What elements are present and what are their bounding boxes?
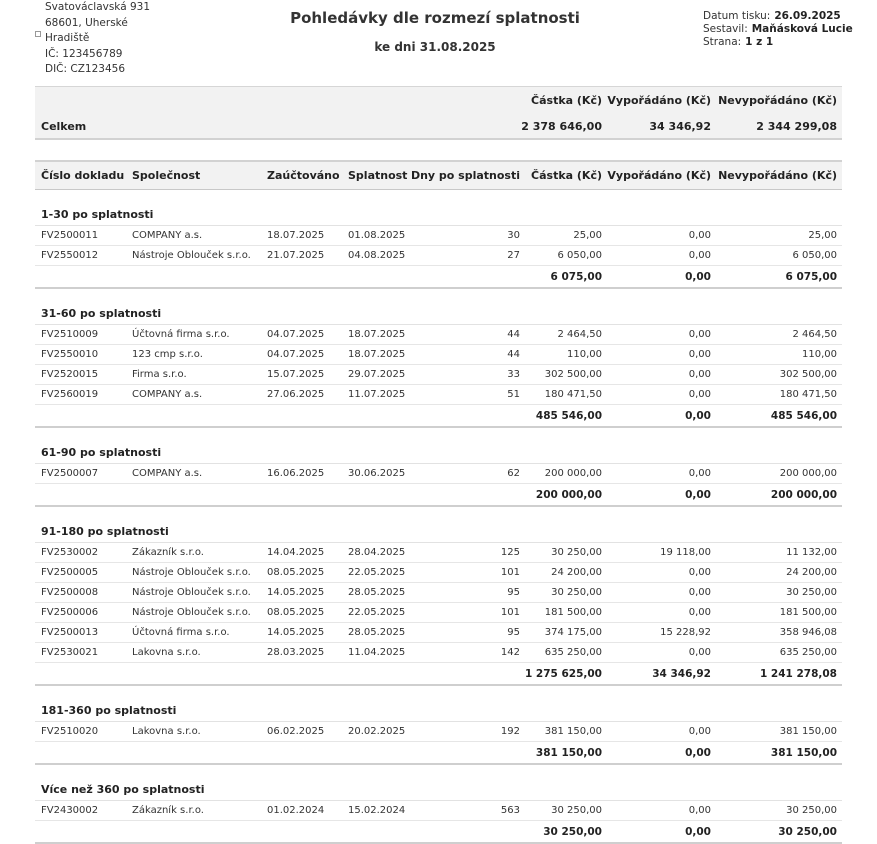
group-header: [35, 778, 842, 801]
cell-settled: 0,00: [688, 389, 711, 400]
group-header: [35, 203, 842, 226]
col-days-overdue: Dny po splatnosti: [410, 169, 520, 182]
cell-days-overdue: 101: [500, 607, 520, 618]
cell-settled: 0,00: [688, 468, 711, 479]
table-header: [35, 160, 842, 190]
company-city: 68601, Uherské: [45, 16, 128, 29]
table-row: [35, 583, 842, 603]
cell-settled: 0,00: [688, 587, 711, 598]
cell-doc-number: FV2560019: [41, 389, 99, 400]
cell-days-overdue: 142: [500, 647, 520, 658]
cell-due-date: 22.05.2025: [348, 607, 406, 618]
aging-group: [35, 441, 842, 507]
cell-doc-number: FV2500011: [41, 230, 99, 241]
cell-company: COMPANY a.s.: [132, 389, 203, 400]
cell-doc-number: FV2510009: [41, 329, 99, 340]
cell-posted-date: 14.05.2025: [267, 627, 325, 638]
group-subtotal-row: [35, 484, 842, 507]
cell-company: 123 cmp s.r.o.: [132, 349, 203, 360]
cell-due-date: 29.07.2025: [348, 369, 406, 380]
cell-settled: 0,00: [688, 349, 711, 360]
report-subtitle: ke dni 31.08.2025: [374, 40, 496, 54]
cell-company: Účtovná firma s.r.o.: [132, 329, 230, 340]
company-ic: IČ: 123456789: [45, 47, 123, 60]
cell-days-overdue: 44: [507, 349, 520, 360]
cell-amount: 381 150,00: [544, 726, 602, 737]
cell-settled: 0,00: [688, 567, 711, 578]
summary-table: [35, 86, 842, 140]
cell-amount: 30 250,00: [551, 587, 602, 598]
cell-amount: 24 200,00: [551, 567, 602, 578]
cell-settled: 0,00: [688, 329, 711, 340]
aging-group: [35, 699, 842, 765]
summary-total-label: Celkem: [41, 119, 87, 133]
cell-doc-number: FV2430002: [41, 805, 99, 816]
summary-total-row: [35, 114, 842, 140]
cell-company: Lakovna s.r.o.: [132, 726, 201, 737]
cell-settled: 0,00: [688, 250, 711, 261]
cell-settled: 0,00: [688, 726, 711, 737]
cell-settled: 15 228,92: [660, 627, 711, 638]
cell-doc-number: FV2520015: [41, 369, 99, 380]
summary-header-settled: Vypořádáno (Kč): [607, 94, 711, 107]
subtotal-amount: 1 275 625,00: [524, 667, 602, 680]
cell-company: Zákazník s.r.o.: [132, 805, 204, 816]
group-header: [35, 441, 842, 464]
cell-days-overdue: 51: [507, 389, 520, 400]
cell-posted-date: 27.06.2025: [267, 389, 325, 400]
cell-amount: 635 250,00: [544, 647, 602, 658]
subtotal-unsettled: 485 546,00: [770, 409, 837, 422]
cell-company: Lakovna s.r.o.: [132, 647, 201, 658]
page-row: [703, 36, 853, 49]
cell-doc-number: FV2500008: [41, 587, 99, 598]
cell-unsettled: 381 150,00: [779, 726, 837, 737]
subtotal-amount: 485 546,00: [535, 409, 602, 422]
cell-days-overdue: 33: [507, 369, 520, 380]
summary-total-settled: 34 346,92: [649, 119, 711, 133]
group-title: 61-90 po splatnosti: [41, 445, 162, 459]
cell-unsettled: 358 946,08: [779, 627, 837, 638]
cell-company: Zákazník s.r.o.: [132, 547, 204, 558]
cell-unsettled: 11 132,00: [786, 547, 837, 558]
cell-company: Nástroje Oblouček s.r.o.: [132, 250, 251, 261]
cell-days-overdue: 563: [500, 805, 520, 816]
cell-doc-number: FV2550012: [41, 250, 99, 261]
cell-due-date: 28.05.2025: [348, 587, 406, 598]
summary-header-unsettled: Nevypořádáno (Kč): [718, 94, 837, 107]
report-title: Pohledávky dle rozmezí splatnosti: [290, 9, 580, 27]
table-row: [35, 563, 842, 583]
cell-doc-number: FV2510020: [41, 726, 99, 737]
aging-group: [35, 203, 842, 289]
subtotal-amount: 6 075,00: [550, 270, 602, 283]
subtotal-amount: 381 150,00: [535, 746, 602, 759]
cell-doc-number: FV2500005: [41, 567, 99, 578]
cell-posted-date: 14.04.2025: [267, 547, 325, 558]
author-value: Maňásková Lucie: [751, 23, 853, 35]
cell-settled: 0,00: [688, 230, 711, 241]
cell-amount: 302 500,00: [544, 369, 602, 380]
col-company: Společnost: [132, 169, 201, 182]
subtotal-settled: 0,00: [685, 409, 711, 422]
cell-due-date: 18.07.2025: [348, 349, 406, 360]
cell-company: Nástroje Oblouček s.r.o.: [132, 587, 251, 598]
cell-settled: 19 118,00: [660, 547, 711, 558]
cell-amount: 2 464,50: [557, 329, 602, 340]
company-city-2: Hradiště: [45, 32, 90, 44]
groups-container: [35, 203, 842, 844]
col-unsettled: Nevypořádáno (Kč): [718, 169, 837, 182]
cell-posted-date: 04.07.2025: [267, 329, 325, 340]
cell-company: Nástroje Oblouček s.r.o.: [132, 607, 251, 618]
cell-due-date: 18.07.2025: [348, 329, 406, 340]
cell-posted-date: 16.06.2025: [267, 468, 325, 479]
cell-posted-date: 06.02.2025: [267, 726, 325, 737]
cell-doc-number: FV2500007: [41, 468, 99, 479]
group-subtotal-row: [35, 742, 842, 765]
cell-unsettled: 24 200,00: [786, 567, 837, 578]
cell-unsettled: 30 250,00: [786, 805, 837, 816]
cell-unsettled: 200 000,00: [779, 468, 837, 479]
summary-header-amount: Částka (Kč): [531, 94, 602, 107]
cell-days-overdue: 192: [500, 726, 520, 737]
cell-due-date: 01.08.2025: [348, 230, 406, 241]
cell-unsettled: 25,00: [808, 230, 837, 241]
group-subtotal-row: [35, 405, 842, 428]
cell-posted-date: 18.07.2025: [267, 230, 325, 241]
cell-unsettled: 635 250,00: [779, 647, 837, 658]
cell-amount: 30 250,00: [551, 547, 602, 558]
table-row: [35, 801, 842, 821]
table-row: [35, 226, 842, 246]
cell-posted-date: 01.02.2024: [267, 805, 325, 816]
subtotal-amount: 200 000,00: [535, 488, 602, 501]
group-header: [35, 302, 842, 325]
group-title: 181-360 po splatnosti: [41, 703, 177, 717]
receivables-table: [35, 160, 842, 844]
logo-placeholder-icon: [35, 31, 41, 37]
page-value: 1 z 1: [745, 36, 774, 48]
cell-doc-number: FV2500006: [41, 607, 99, 618]
cell-posted-date: 04.07.2025: [267, 349, 325, 360]
cell-doc-number: FV2500013: [41, 627, 99, 638]
table-row: [35, 623, 842, 643]
cell-unsettled: 6 050,00: [792, 250, 837, 261]
author-label: Sestavil:: [703, 23, 748, 35]
cell-unsettled: 2 464,50: [792, 329, 837, 340]
cell-due-date: 15.02.2024: [348, 805, 406, 816]
cell-days-overdue: 44: [507, 329, 520, 340]
group-title: 91-180 po splatnosti: [41, 524, 169, 538]
group-title: Více než 360 po splatnosti: [41, 782, 205, 796]
cell-doc-number: FV2530002: [41, 547, 99, 558]
cell-amount: 30 250,00: [551, 805, 602, 816]
subtotal-settled: 0,00: [685, 488, 711, 501]
group-subtotal-row: [35, 821, 842, 844]
cell-unsettled: 302 500,00: [779, 369, 837, 380]
author-row: [703, 23, 853, 36]
aging-group: [35, 778, 842, 844]
table-row: [35, 325, 842, 345]
table-row: [35, 464, 842, 484]
cell-company: Nástroje Oblouček s.r.o.: [132, 567, 251, 578]
cell-amount: 200 000,00: [544, 468, 602, 479]
subtotal-unsettled: 200 000,00: [770, 488, 837, 501]
col-doc-number: Číslo dokladu: [41, 169, 125, 182]
table-row: [35, 246, 842, 266]
col-posted: Zaúčtováno: [267, 169, 340, 182]
print-date-label: Datum tisku:: [703, 10, 771, 22]
cell-amount: 181 500,00: [544, 607, 602, 618]
cell-unsettled: 30 250,00: [786, 587, 837, 598]
aging-group: [35, 520, 842, 686]
page-label: Strana:: [703, 36, 742, 48]
table-row: [35, 543, 842, 563]
cell-days-overdue: 125: [500, 547, 520, 558]
cell-due-date: 30.06.2025: [348, 468, 406, 479]
company-street: Svatováclavská 931: [45, 1, 151, 13]
subtotal-unsettled: 30 250,00: [778, 825, 837, 838]
cell-due-date: 11.04.2025: [348, 647, 406, 658]
cell-posted-date: 08.05.2025: [267, 607, 325, 618]
cell-posted-date: 14.05.2025: [267, 587, 325, 598]
cell-company: Účtovná firma s.r.o.: [132, 627, 230, 638]
subtotal-unsettled: 1 241 278,08: [759, 667, 837, 680]
table-row: [35, 722, 842, 742]
report-meta: [703, 10, 853, 49]
cell-days-overdue: 101: [500, 567, 520, 578]
cell-settled: 0,00: [688, 805, 711, 816]
summary-total-amount: 2 378 646,00: [521, 119, 602, 133]
cell-amount: 180 471,50: [544, 389, 602, 400]
cell-due-date: 22.05.2025: [348, 567, 406, 578]
subtotal-settled: 0,00: [685, 746, 711, 759]
cell-posted-date: 28.03.2025: [267, 647, 325, 658]
cell-days-overdue: 27: [507, 250, 520, 261]
company-address: [45, 0, 150, 78]
cell-posted-date: 08.05.2025: [267, 567, 325, 578]
cell-posted-date: 21.07.2025: [267, 250, 325, 261]
col-due: Splatnost: [348, 169, 408, 182]
cell-due-date: 20.02.2025: [348, 726, 406, 737]
cell-due-date: 04.08.2025: [348, 250, 406, 261]
cell-settled: 0,00: [688, 647, 711, 658]
group-subtotal-row: [35, 266, 842, 289]
cell-days-overdue: 95: [507, 627, 520, 638]
cell-due-date: 28.04.2025: [348, 547, 406, 558]
cell-days-overdue: 62: [507, 468, 520, 479]
cell-amount: 110,00: [567, 349, 602, 360]
cell-company: Firma s.r.o.: [132, 369, 187, 380]
print-date-value: 26.09.2025: [774, 10, 841, 22]
company-dic: DIČ: CZ123456: [45, 63, 125, 75]
cell-unsettled: 181 500,00: [779, 607, 837, 618]
group-title: 31-60 po splatnosti: [41, 306, 162, 320]
group-subtotal-row: [35, 663, 842, 686]
table-row: [35, 643, 842, 663]
cell-company: COMPANY a.s.: [132, 468, 203, 479]
subtotal-amount: 30 250,00: [543, 825, 602, 838]
table-row: [35, 365, 842, 385]
cell-settled: 0,00: [688, 607, 711, 618]
subtotal-settled: 0,00: [685, 825, 711, 838]
cell-settled: 0,00: [688, 369, 711, 380]
summary-header: [35, 86, 842, 114]
summary-total-unsettled: 2 344 299,08: [756, 119, 837, 133]
cell-days-overdue: 95: [507, 587, 520, 598]
aging-group: [35, 302, 842, 428]
cell-posted-date: 15.07.2025: [267, 369, 325, 380]
subtotal-unsettled: 6 075,00: [785, 270, 837, 283]
cell-due-date: 11.07.2025: [348, 389, 406, 400]
cell-amount: 6 050,00: [557, 250, 602, 261]
cell-company: COMPANY a.s.: [132, 230, 203, 241]
group-header: [35, 699, 842, 722]
table-row: [35, 385, 842, 405]
group-header: [35, 520, 842, 543]
cell-doc-number: FV2550010: [41, 349, 99, 360]
cell-amount: 374 175,00: [544, 627, 602, 638]
cell-unsettled: 110,00: [802, 349, 837, 360]
cell-due-date: 28.05.2025: [348, 627, 406, 638]
subtotal-unsettled: 381 150,00: [770, 746, 837, 759]
table-row: [35, 603, 842, 623]
cell-unsettled: 180 471,50: [779, 389, 837, 400]
cell-amount: 25,00: [573, 230, 602, 241]
print-date-row: [703, 10, 853, 23]
table-row: [35, 345, 842, 365]
col-settled: Vypořádáno (Kč): [607, 169, 711, 182]
subtotal-settled: 34 346,92: [652, 667, 711, 680]
cell-doc-number: FV2530021: [41, 647, 99, 658]
group-title: 1-30 po splatnosti: [41, 207, 154, 221]
subtotal-settled: 0,00: [685, 270, 711, 283]
col-amount: Částka (Kč): [531, 169, 602, 182]
cell-days-overdue: 30: [507, 230, 520, 241]
